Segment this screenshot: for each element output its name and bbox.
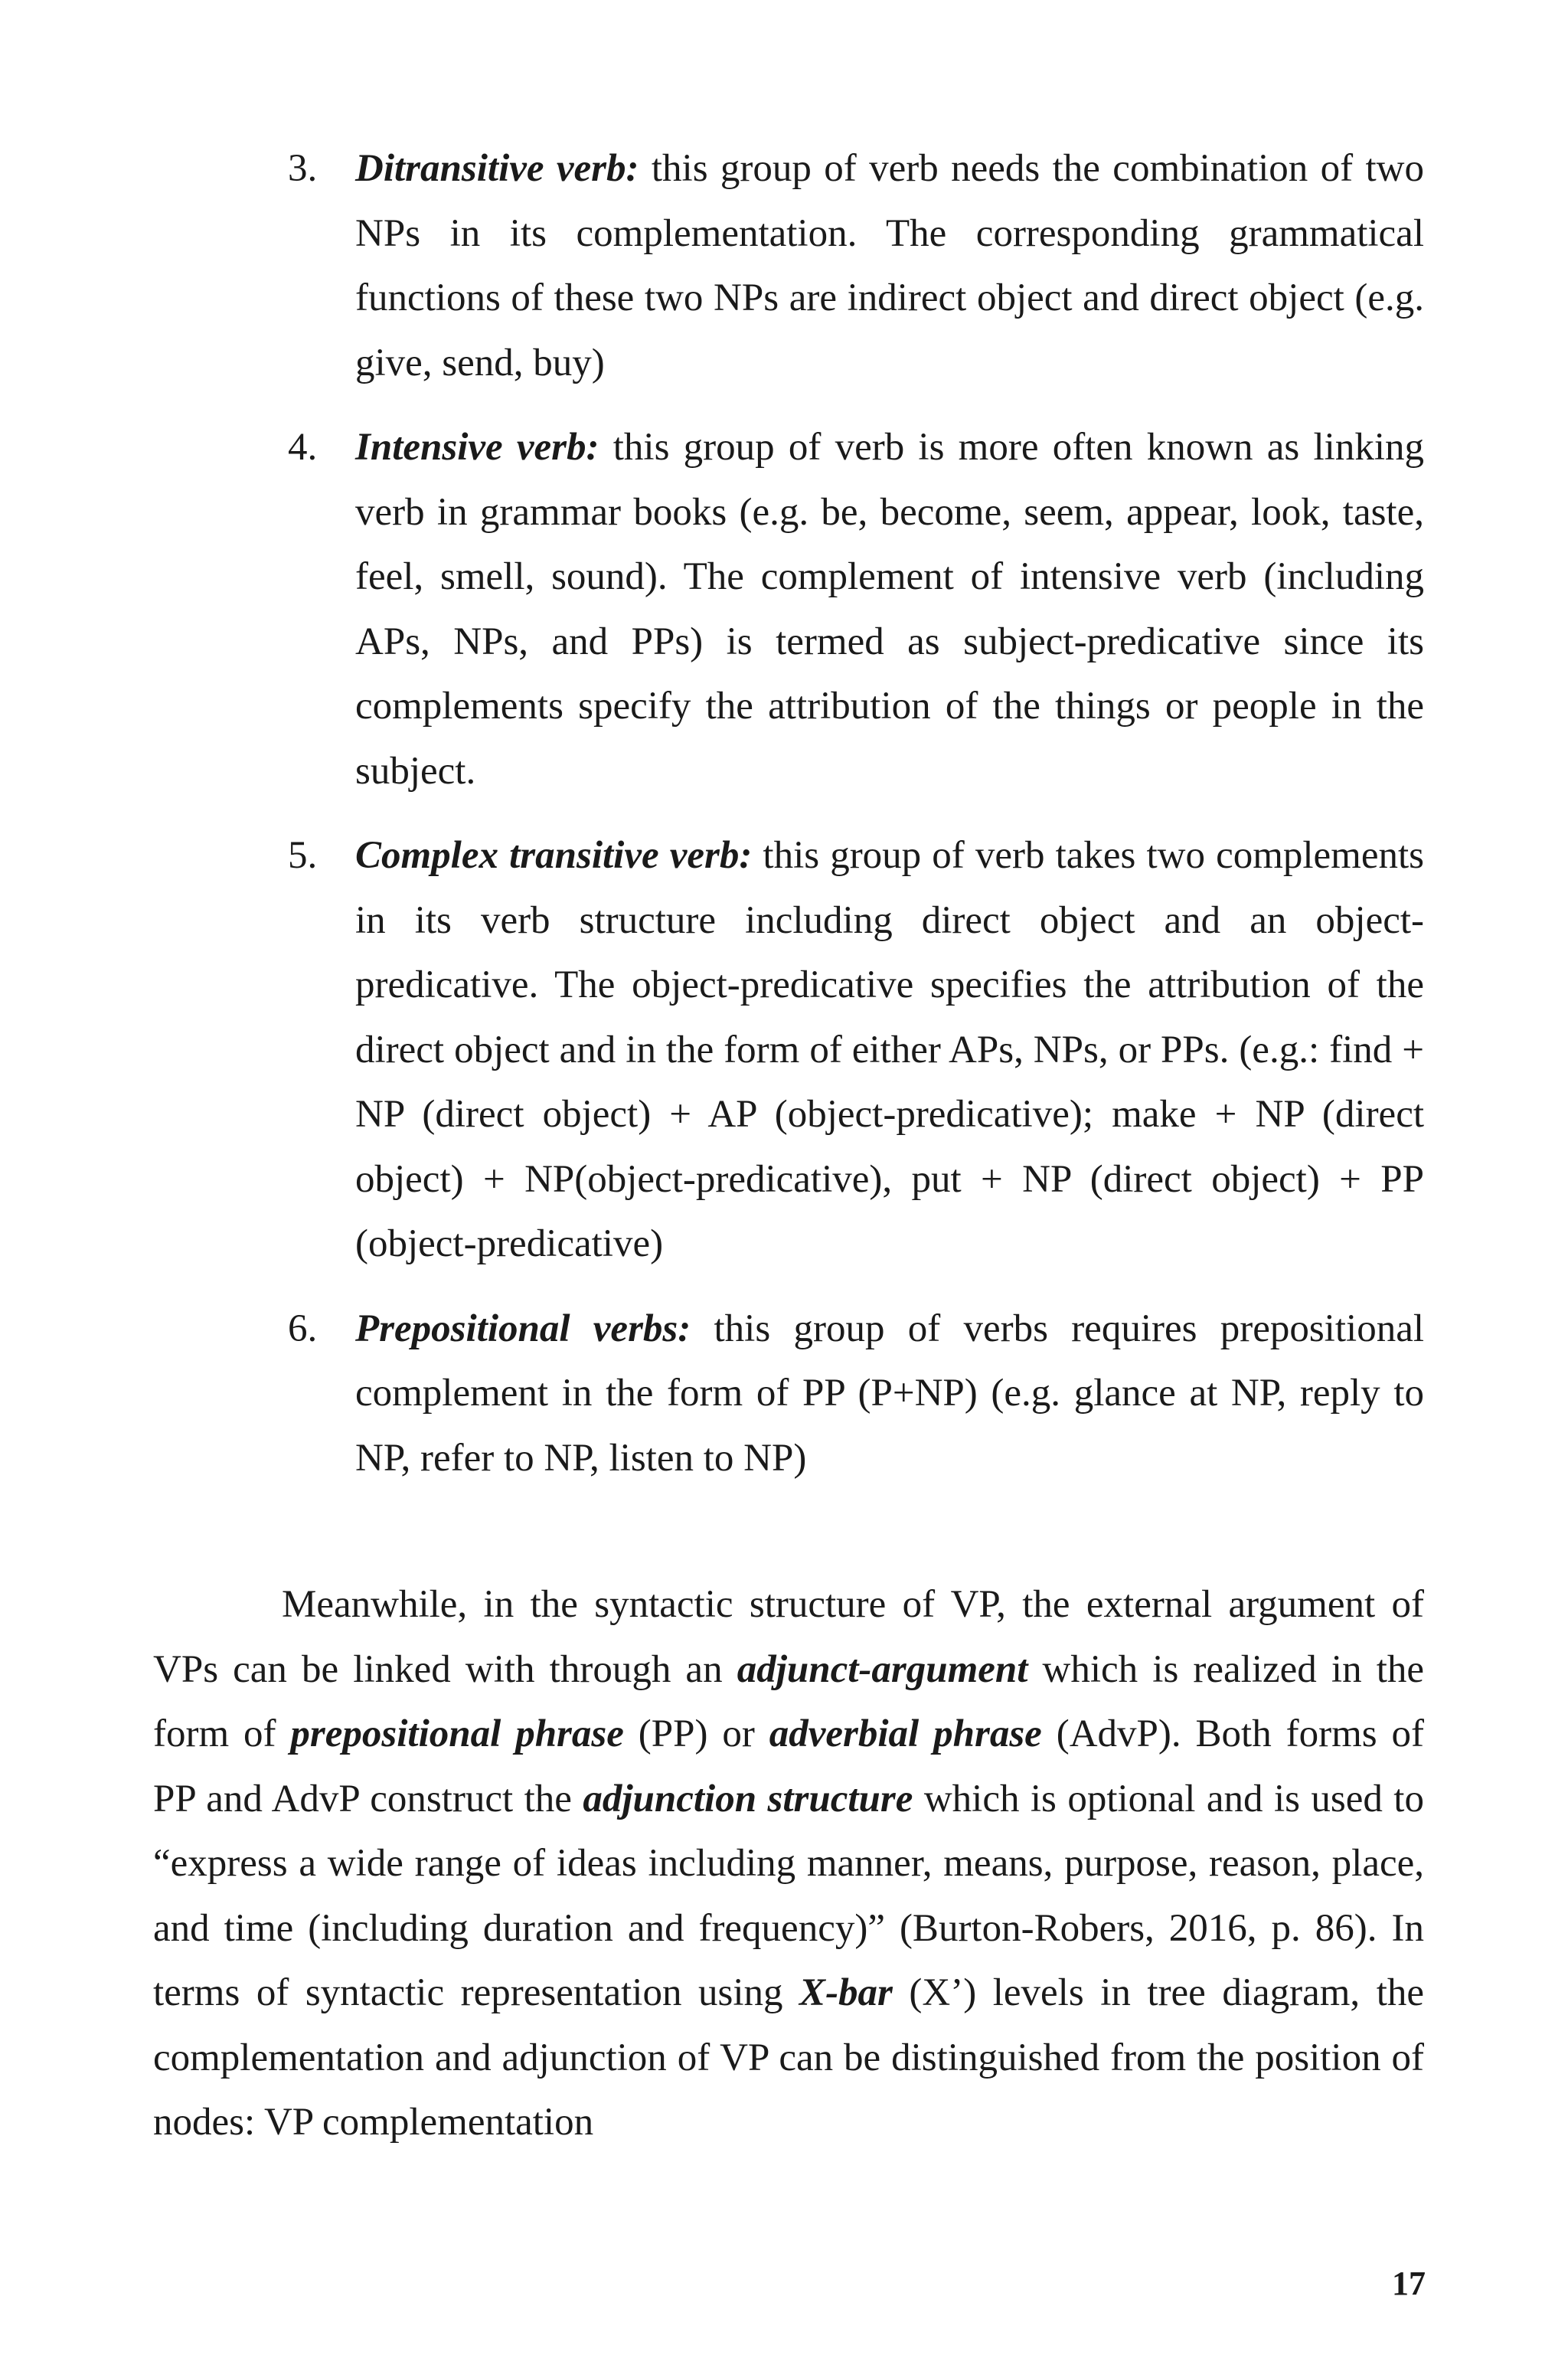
emphasis-term: adjunct-argument	[737, 1647, 1028, 1691]
emphasis-term: adjunction structure	[583, 1777, 913, 1820]
list-item-text: this group of verbs requires prepositional complement in the form of PP (P+NP) (e.g. glance at NP, reply to NP, refer to NP, listen to NP)	[355, 1307, 1424, 1480]
emphasis-term: prepositional phrase	[290, 1712, 624, 1755]
paragraph-text: (AdvP). Both forms of PP and AdvP construct the	[153, 1712, 1424, 1820]
paragraph-text: (PP) or	[623, 1712, 769, 1755]
list-item	[276, 415, 1424, 803]
list-item-text: this group of verb takes two complements in its verb structure including direct object and an object-predicative. The object-predicative specifies the attribution of the direct object and in the form of either APs, NPs, or PPs. (e.g.: find + NP (direct object) + AP (object-predicative); make + NP (direct object) + NP(object-predicative), put + NP (direct object) + PP (object-predicative)	[355, 834, 1425, 1265]
list-item-text: this group of verb is more often known as linking verb in grammar books (e.g. be, become, seem, appear, look, taste, feel, smell, sound). The complement of intensive verb (including APs, NPs, and PPs) is termed as subject-predicative since its complements specify the attribution of the things or people in the subject.	[355, 426, 1424, 793]
list-item-number: 3.	[288, 147, 318, 190]
list-item	[276, 823, 1424, 1277]
paragraph-text: Meanwhile, in the syntactic structure of VP, the external argument of VPs can be linked with through an	[153, 1583, 1424, 1691]
list-item-text: this group of verb needs the combination of two NPs in its complementation. The corresponding grammatical functions of these two NPs are indirect object and direct object (e.g. give, send, buy)	[355, 147, 1424, 384]
page-number: 17	[1392, 2265, 1426, 2302]
list-item	[276, 1297, 1424, 1491]
list-item-number: 6.	[288, 1307, 318, 1350]
list-item-term: Intensive verb:	[355, 426, 599, 469]
list-item-term: Ditransitive verb:	[355, 147, 639, 190]
body-paragraph	[153, 1572, 1424, 2155]
list-item	[276, 136, 1424, 395]
emphasis-term: adverbial phrase	[769, 1712, 1042, 1755]
list-item-term: Complex transitive verb:	[355, 834, 753, 877]
list-item-number: 4.	[288, 426, 318, 469]
list-item-term: Prepositional verbs:	[355, 1307, 691, 1350]
paragraph-text: which is optional and is used to “express a wide range of ideas including manner, means, purpose, reason, place, and time (including duration and frequency)” (Burton-Robers, 2016, p. 86). In terms of syntactic representation using	[153, 1777, 1424, 2014]
emphasis-term: X-bar	[799, 1971, 893, 2014]
list-item-number: 5.	[288, 834, 318, 877]
paragraph-text: (X’) levels in tree diagram, the complementation and adjunction of VP can be distinguished from the position of nodes: VP complementation	[153, 1971, 1425, 2144]
verb-type-list	[276, 136, 1424, 1510]
paragraph-text: which is realized in the form of	[153, 1647, 1424, 1755]
